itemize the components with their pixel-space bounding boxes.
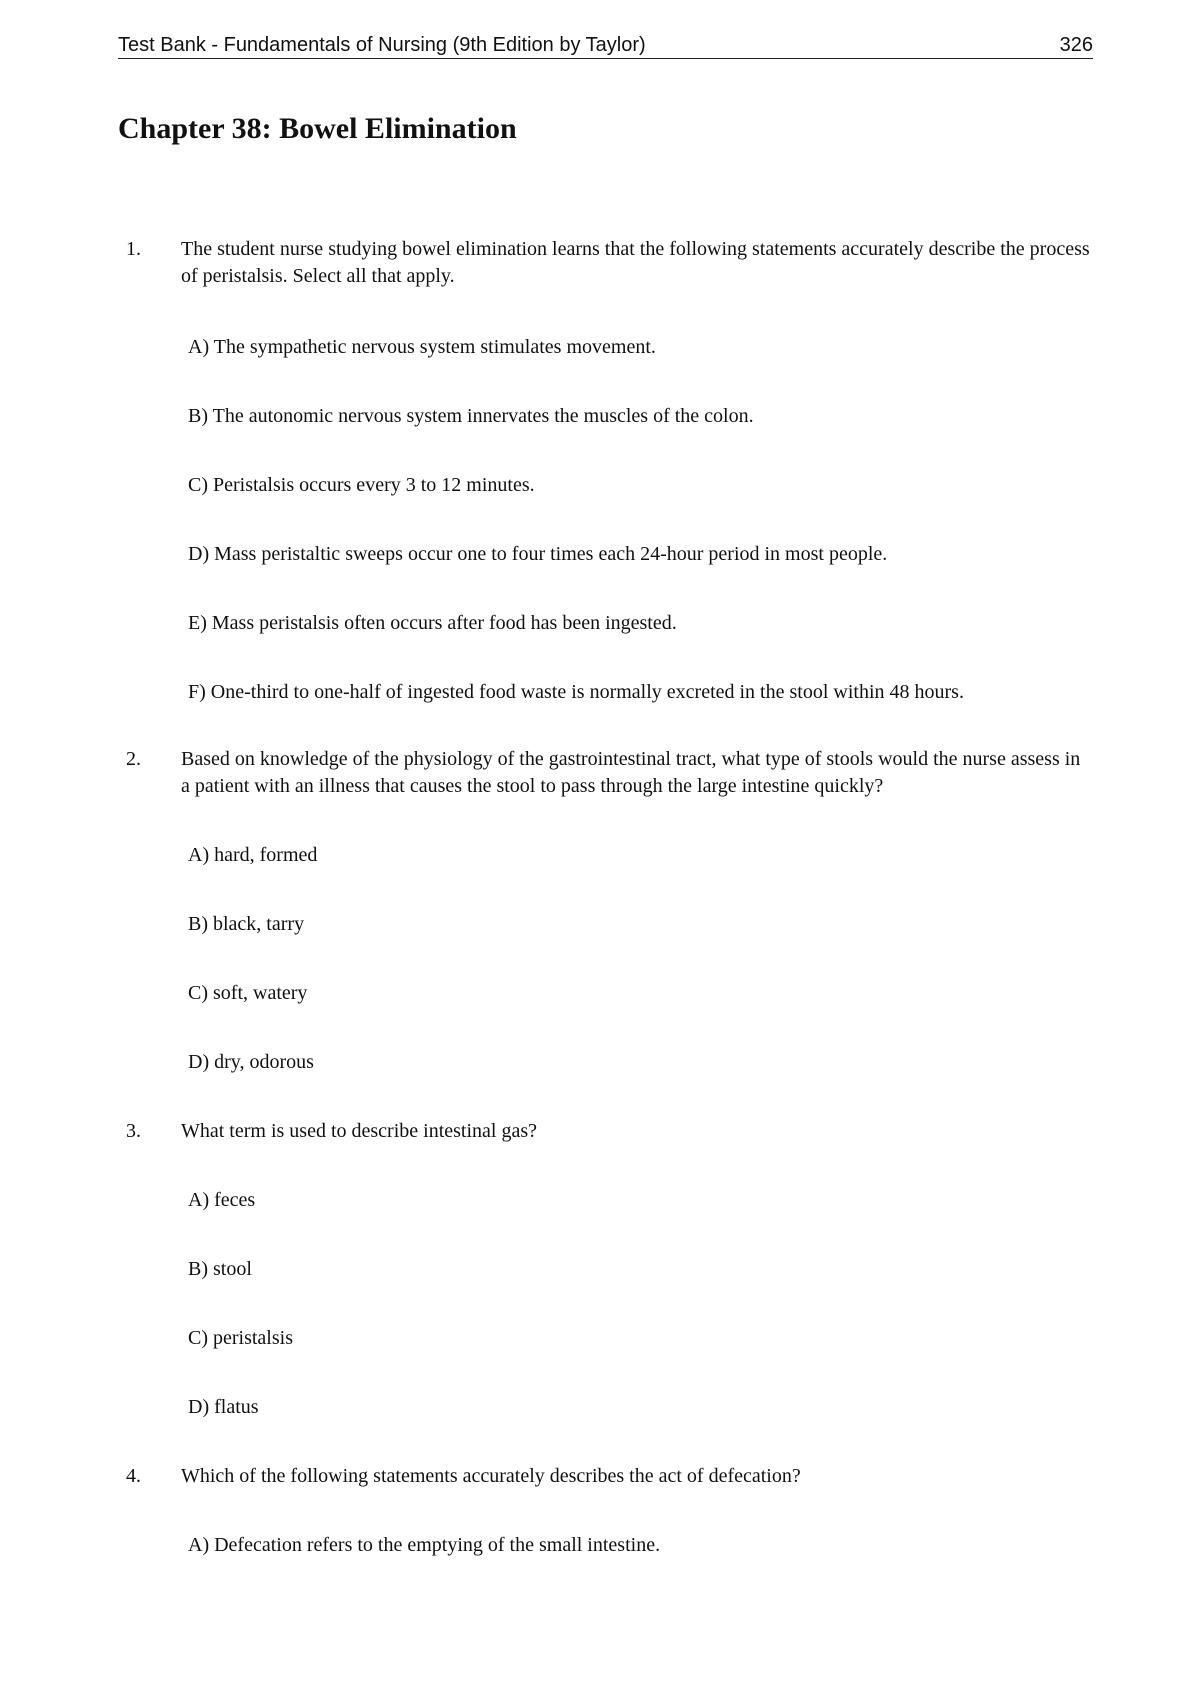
answer-option: A) Defecation refers to the emptying of the small intestine.	[188, 1534, 661, 1556]
answer-option: A) hard, formed	[188, 844, 318, 866]
question-number: 1.	[126, 238, 141, 260]
question-number: 2.	[126, 748, 141, 770]
running-header	[118, 34, 1093, 59]
answer-option: A) The sympathetic nervous system stimulates movement.	[188, 336, 656, 358]
answer-option: C) peristalsis	[188, 1327, 293, 1349]
question-number: 3.	[126, 1120, 141, 1142]
answer-option: A) feces	[188, 1189, 256, 1211]
answer-option: C) soft, watery	[188, 982, 308, 1004]
answer-option: B) The autonomic nervous system innervates the muscles of the colon.	[188, 405, 754, 427]
answer-option: B) stool	[188, 1258, 252, 1280]
question-text: What term is used to describe intestinal gas?	[181, 1120, 538, 1142]
answer-option: B) black, tarry	[188, 913, 305, 935]
question-text: The student nurse studying bowel elimination learns that the following statements accurately describe the process of peristalsis. Select all that apply.	[181, 238, 1090, 287]
answer-option: C) Peristalsis occurs every 3 to 12 minutes.	[188, 474, 535, 496]
answer-option: E) Mass peristalsis often occurs after food has been ingested.	[188, 612, 677, 634]
header-page-number: 326	[1059, 34, 1093, 56]
answer-option: D) flatus	[188, 1396, 259, 1418]
answer-option: D) Mass peristaltic sweeps occur one to four times each 24-hour period in most people.	[188, 543, 888, 565]
question-text: Based on knowledge of the physiology of the gastrointestinal tract, what type of stools would the nurse assess in a patient with an illness that causes the stool to pass through the large intestine quickly?	[181, 748, 1081, 797]
header-title: Test Bank - Fundamentals of Nursing (9th Edition by Taylor)	[118, 34, 646, 56]
question-text: Which of the following statements accurately describes the act of defecation?	[181, 1465, 801, 1487]
answer-option: F) One-third to one-half of ingested food waste is normally excreted in the stool within 48 hours.	[188, 681, 964, 703]
answer-option: D) dry, odorous	[188, 1051, 314, 1073]
chapter-title: Chapter 38: Bowel Elimination	[118, 112, 517, 145]
question-number: 4.	[126, 1465, 141, 1487]
